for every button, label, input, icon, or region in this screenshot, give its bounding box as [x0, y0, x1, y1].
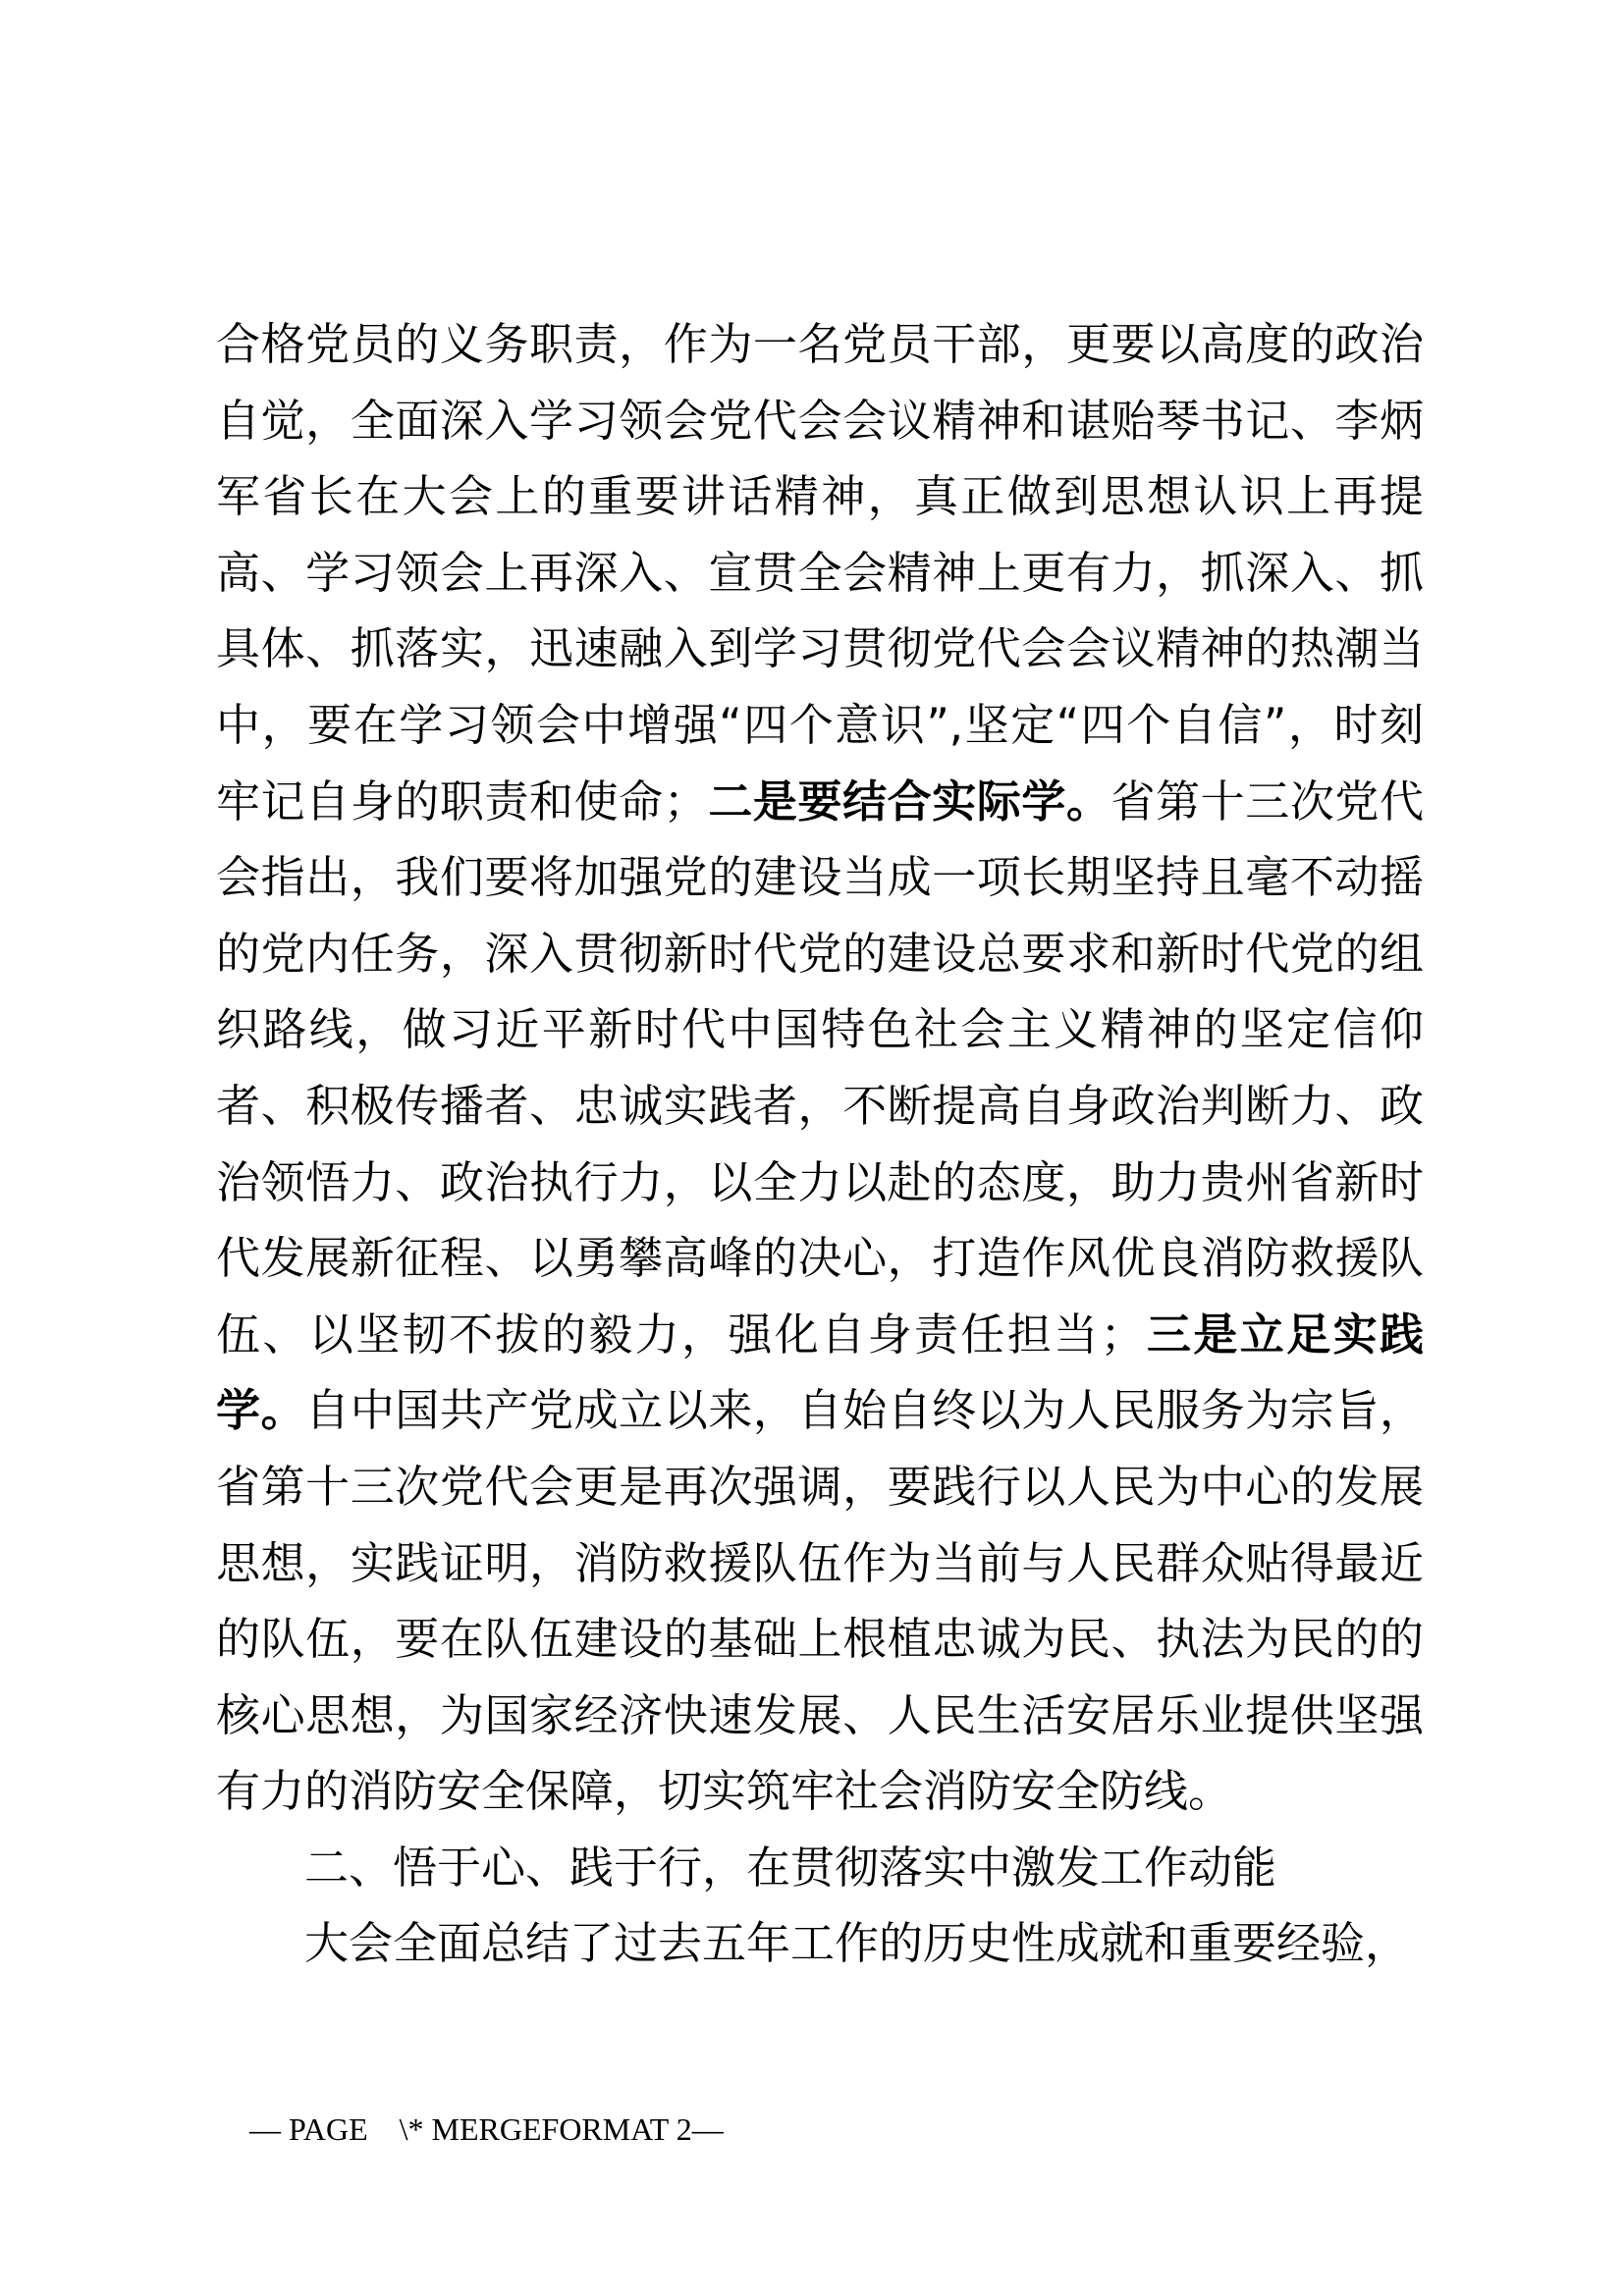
text-run: 大会全面总结了过去五年工作的历史性成就和重要经验，	[304, 1917, 1410, 1970]
paragraph	[216, 1830, 1424, 1906]
text-run: 省第十三次党代会指出，我们要将加强党的建设当成一项长期坚持且毫不动摇的党内任务，深入贯彻新时代党的建设总要求和新时代党的组织路线，做习近平新时代中国特色社会主义精神的坚定信仰者、积极传播者、忠诚实践者，不断提高自身政治判断力、政治领悟力、政治执行力，以全力以赴的态度，助力贵州省新时代发展新征程、以勇攀高峰的决心，打造作风优良消防救援队伍、以坚韧不拔的毅力，强化自身责任担当；	[216, 774, 1424, 1361]
document-body	[216, 306, 1424, 1982]
emphasis-run: 三是立足实践学。	[216, 1308, 1424, 1437]
text-run: 二、悟于心、践于行，在贯彻落实中激发工作动能	[304, 1841, 1277, 1894]
text-run: 自中国共产党成立以来，自始自终以为人民服务为宗旨，省第十三次党代会更是再次强调，要践行以人民为中心的发展思想，实践证明，消防救援队伍作为当前与人民群众贴得最近的队伍，要在队伍建设的基础上根植忠诚为民、执法为民的的核心思想，为国家经济快速发展、人民生活安居乐业提供坚强有力的消防安全保障，切实筑牢社会消防安全防线。	[216, 1384, 1424, 1818]
paragraph	[216, 1905, 1424, 1982]
page-number-field: — PAGE \* MERGEFORMAT 2—	[249, 2111, 724, 2147]
page-footer	[218, 2075, 724, 2184]
paragraph	[216, 306, 1424, 1830]
text-run: 合格党员的义务职责，作为一名党员干部，更要以高度的政治自觉，全面深入学习领会党代会会议精神和谌贻琴书记、李炳军省长在大会上的重要讲话精神，真正做到思想认识上再提高、学习领会上再深入、宣贯全会精神上更有力，抓深入、抓具体、抓落实，迅速融入到学习贯彻党代会会议精神的热潮当中，要在学习领会中增强“四个意识”,坚定“四个自信”，时刻牢记自身的职责和使命；	[216, 318, 1424, 828]
emphasis-run: 二是要结合实际学。	[707, 774, 1111, 828]
